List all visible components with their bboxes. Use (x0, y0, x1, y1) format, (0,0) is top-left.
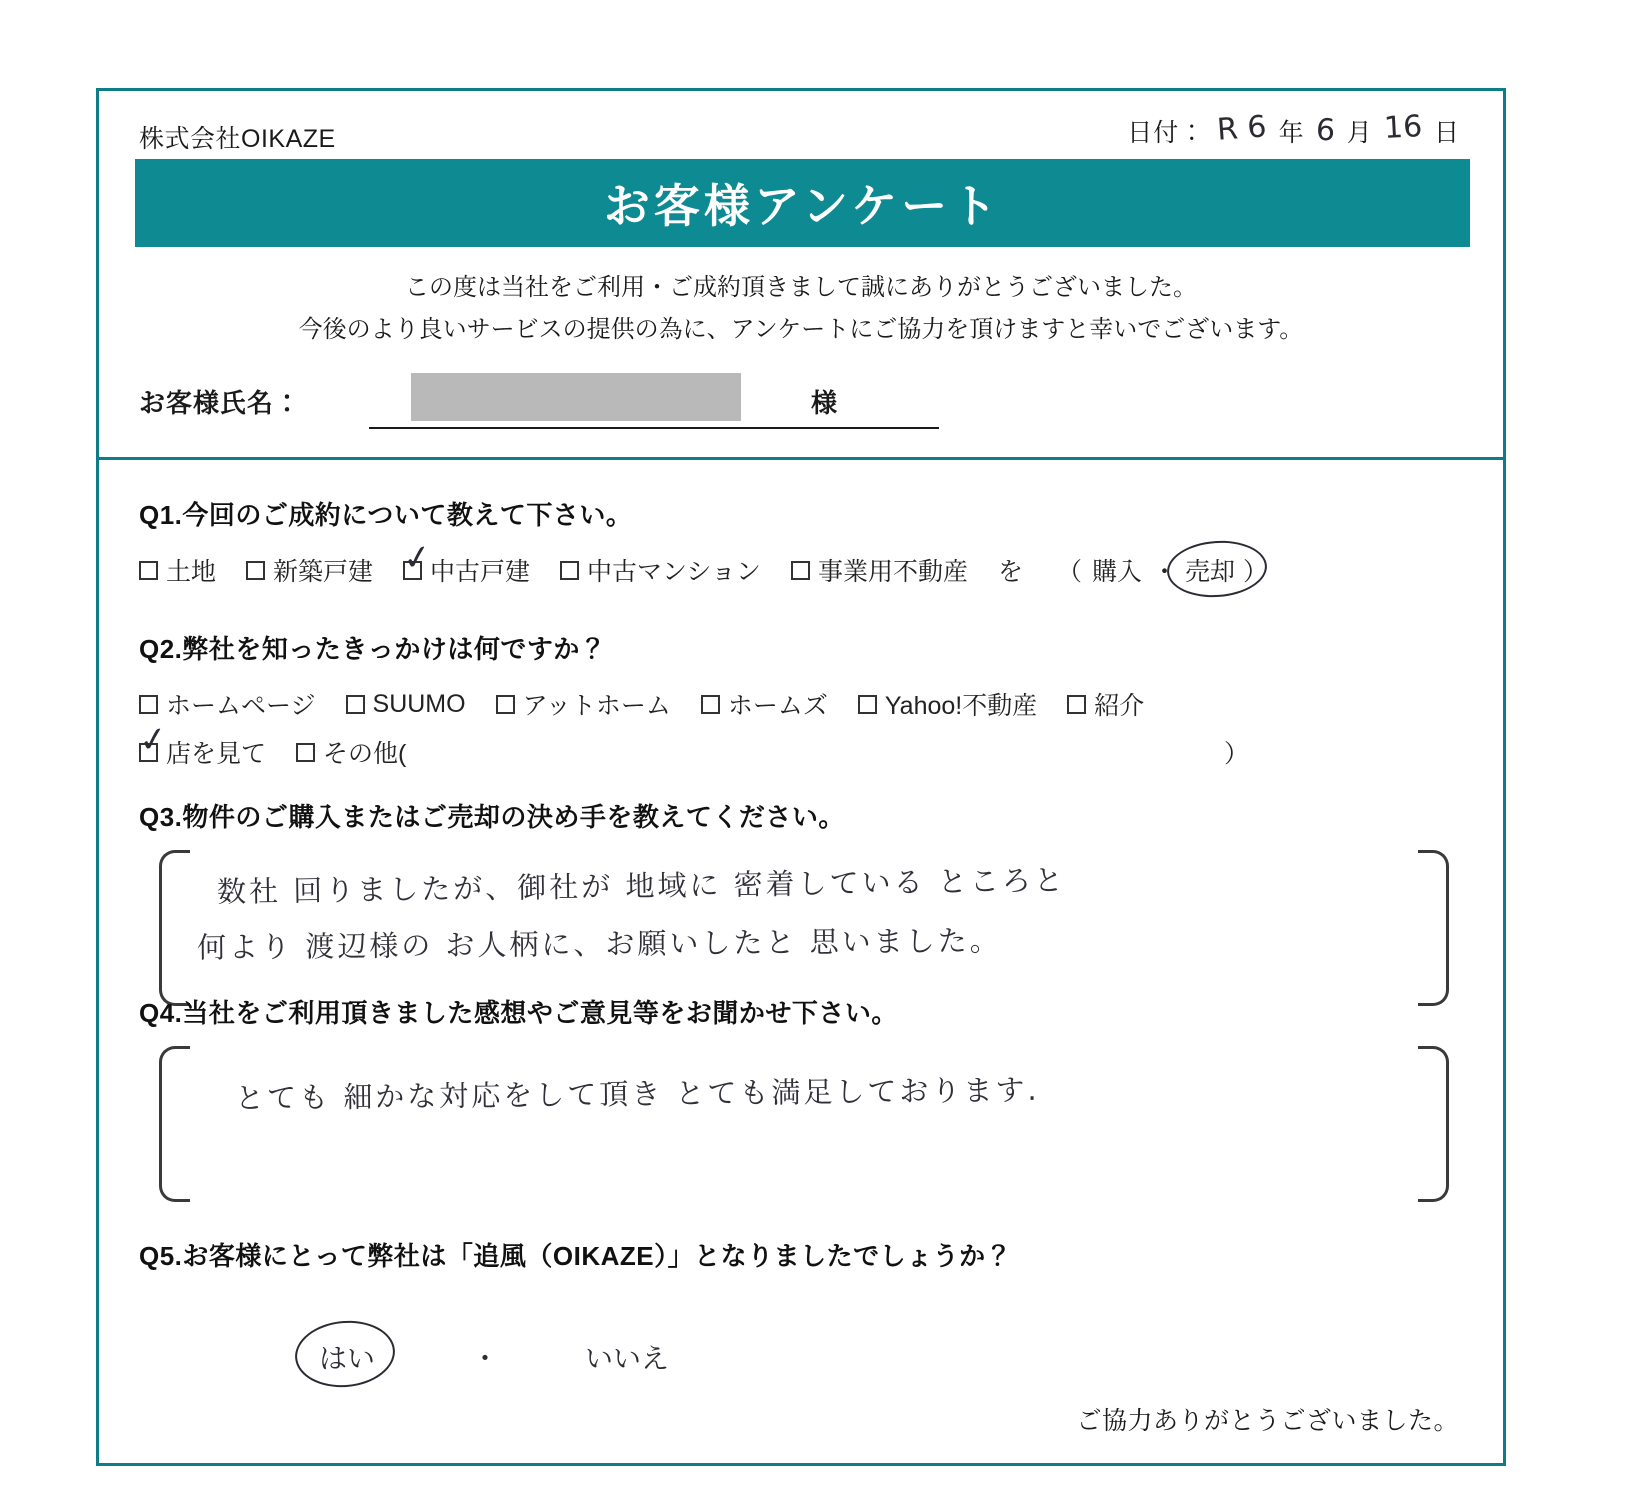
q1-option-sale-label: 売却 (1185, 558, 1236, 586)
date-year-value: R 6 (1216, 109, 1268, 148)
q1-particle-wo: を (997, 558, 1023, 586)
q1-option-label: 新築戸建 (273, 558, 374, 586)
q1-option-sale[interactable] (1177, 552, 1243, 588)
q5-option-yes[interactable] (309, 1337, 385, 1377)
q1-option-chuko-mansion[interactable] (560, 552, 761, 588)
q2-option-yahoo[interactable] (858, 686, 1037, 722)
question-5 (139, 1236, 1469, 1377)
checkbox-icon[interactable] (496, 695, 515, 714)
q2-option-label: SUUMO (372, 689, 466, 718)
q1-middot: ・ (1152, 558, 1178, 586)
q2-option-homes[interactable] (701, 686, 828, 722)
customer-name-underline (369, 427, 939, 429)
checkmark-icon: ✓ (136, 717, 171, 762)
checkbox-checked-icon[interactable] (136, 717, 171, 762)
q2-option-label: Yahoo!不動産 (884, 692, 1038, 720)
question-4-title: Q4.当社をご利用頂きました感想やご意見等をお聞かせ下さい。 (139, 998, 898, 1028)
q1-option-shinchiku-kodate[interactable] (246, 552, 373, 588)
q5-separator: ・ (471, 1342, 500, 1375)
q5-option-no[interactable]: いいえ (585, 1342, 670, 1375)
question-5-options (309, 1337, 1469, 1377)
date-day-unit: 日 (1433, 119, 1459, 147)
bracket-left-icon (159, 1046, 190, 1202)
date-field (1127, 109, 1459, 149)
customer-name-row (139, 373, 1429, 429)
checkbox-icon[interactable] (346, 695, 365, 714)
q1-option-chuko-kodate[interactable] (400, 535, 531, 588)
intro-line-2: 今後のより良いサービスの提供の為に、アンケートにご協力を頂けますと幸いでございます。 (298, 316, 1304, 343)
footer-thanks: ご協力ありがとうございました。 (1076, 1407, 1459, 1435)
page-title: お客様アンケート (603, 180, 1002, 232)
checkbox-icon[interactable] (858, 695, 877, 714)
intro-text (99, 267, 1503, 351)
q2-option-suumo[interactable] (346, 690, 466, 719)
q5-option-yes-label: はい (319, 1342, 376, 1375)
q3-answer-line-2: 何より 渡辺様の お人柄に、お願いしたと 思いました。 (196, 923, 1002, 965)
checkbox-icon[interactable] (791, 561, 810, 580)
date-day-value: 16 (1382, 109, 1423, 146)
checkbox-icon[interactable] (1067, 695, 1086, 714)
q2-option-saw-store[interactable] (136, 717, 267, 770)
customer-name-redaction (411, 373, 741, 421)
q1-transaction-type (998, 552, 1268, 588)
question-3-answer-area[interactable] (139, 850, 1469, 1000)
q2-option-label: 紹介 (1094, 692, 1145, 720)
q1-option-label: 中古マンション (587, 558, 761, 586)
question-2 (136, 629, 1469, 770)
checkbox-icon[interactable] (296, 743, 315, 762)
checkbox-icon[interactable] (701, 695, 720, 714)
question-1-title: Q1.今回のご成約について教えて下さい。 (139, 500, 633, 530)
section-divider (99, 457, 1503, 460)
customer-name-label: お客様氏名： (139, 388, 302, 418)
title-banner (135, 159, 1470, 247)
q2-other-paren-close: ） (1224, 740, 1250, 768)
company-name: 株式会社OIKAZE (139, 125, 336, 153)
q2-option-label: 店を見て (166, 740, 267, 768)
question-2-title: Q2.弊社を知ったきっかけは何ですか？ (139, 634, 607, 664)
q1-option-jigyoyo[interactable] (791, 552, 968, 588)
question-1-options (139, 535, 1469, 588)
checkbox-icon[interactable] (246, 561, 265, 580)
checkbox-icon[interactable] (139, 561, 158, 580)
date-label: 日付： (1127, 119, 1206, 147)
date-year-unit: 年 (1278, 119, 1304, 147)
q2-option-referral[interactable] (1067, 686, 1144, 722)
question-3 (139, 797, 1469, 1000)
q2-option-homepage[interactable] (139, 686, 316, 722)
q4-answer-line-1: とても 細かな対応をして頂き とても満足しております. (234, 1072, 1040, 1116)
checkbox-icon[interactable] (139, 695, 158, 714)
checkmark-icon: ✓ (400, 535, 435, 580)
checkbox-icon[interactable] (560, 561, 579, 580)
q2-option-label: ホームズ (727, 692, 828, 720)
intro-line-1: この度は当社をご利用・ご成約頂きまして誠にありがとうございました。 (405, 274, 1197, 301)
question-1 (139, 495, 1469, 588)
q2-option-label: アットホーム (522, 692, 671, 720)
q1-option-label: 中古戸建 (430, 558, 531, 586)
date-month-unit: 月 (1346, 119, 1372, 147)
q2-option-label: その他( (323, 740, 407, 768)
q1-paren-close: ） (1243, 558, 1269, 586)
handwritten-circle-icon (292, 1317, 397, 1391)
question-4-answer-area[interactable] (139, 1046, 1469, 1196)
question-4 (139, 993, 1469, 1196)
q1-option-label: 事業用不動産 (817, 558, 968, 586)
survey-sheet (96, 88, 1506, 1466)
bracket-left-icon (159, 850, 190, 1006)
bracket-right-icon (1418, 850, 1449, 1006)
question-3-title: Q3.物件のご購入またはご売却の決め手を教えてください。 (139, 802, 845, 832)
question-5-title: Q5.お客様にとって弊社は「追風（OIKAZE）」となりましたでしょうか？ (139, 1241, 1013, 1271)
q2-option-label: ホームページ (166, 692, 316, 720)
date-month-value: 6 (1314, 112, 1336, 149)
q1-option-label: 土地 (166, 558, 217, 586)
q1-option-tochi[interactable] (139, 552, 216, 588)
question-2-options-row-1 (139, 686, 1469, 722)
q3-answer-line-1: 数社 回りましたが、御社が 地域に 密着している ところと (216, 863, 1067, 909)
q1-paren-open: （ (1056, 558, 1082, 586)
checkbox-checked-icon[interactable] (400, 535, 435, 580)
bracket-right-icon (1418, 1046, 1449, 1202)
q2-option-athome[interactable] (496, 686, 671, 722)
customer-name-suffix: 様 (811, 388, 838, 418)
question-2-options-row-2 (136, 717, 1469, 770)
q2-option-other[interactable] (296, 734, 406, 770)
q1-option-purchase[interactable]: 購入 (1091, 558, 1142, 586)
